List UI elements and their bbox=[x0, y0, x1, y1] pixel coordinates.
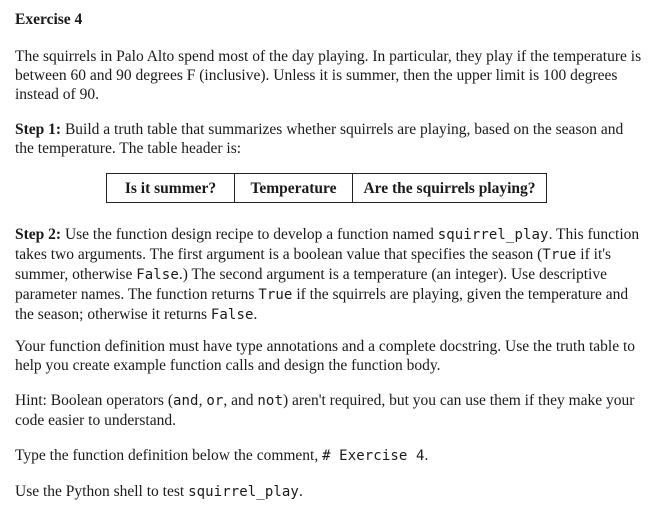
shell-text-2: . bbox=[298, 483, 303, 500]
hint-text-2: ) aren't required, but you can use them if they make your code easier to understand. bbox=[15, 392, 635, 429]
exercise-comment-code: # Exercise 4 bbox=[322, 448, 425, 464]
true-keyword: True bbox=[258, 287, 293, 303]
intro-paragraph: The squirrels in Palo Alto spend most of the day playing. In particular, they play if the temperature is between 60 and 90 degrees F (inclusive). Unless it is summer, then the upper limit is 100 degrees instead of 90. bbox=[15, 48, 642, 103]
shell-text-1: Use the Python shell to test bbox=[15, 483, 189, 500]
type-def-text-2: . bbox=[424, 447, 429, 464]
type-definition-paragraph bbox=[15, 446, 645, 466]
truth-table-header bbox=[106, 173, 547, 203]
false-keyword: False bbox=[136, 267, 179, 283]
and-operator: and bbox=[172, 393, 199, 409]
true-keyword: True bbox=[542, 247, 577, 263]
step2-text-4: .) The second argument is a temperature (an integer). Use descriptive parameter names. The function returns bbox=[15, 266, 607, 303]
step1-text: Build a truth table that summarizes whether squirrels are playing, based on the season and the temperature. The table header is: bbox=[15, 121, 624, 157]
hint-paragraph bbox=[15, 391, 645, 430]
step2-text-6: . bbox=[253, 306, 258, 323]
definition-paragraph: Your function definition must have type annotations and a complete docstring. Use the truth table to help you create example function calls and design the function body. bbox=[15, 338, 636, 374]
step2-text-3: if it's summer, otherwise bbox=[15, 246, 612, 283]
shell-paragraph bbox=[15, 482, 645, 502]
type-def-text-1: Type the function definition below the comment, bbox=[15, 447, 323, 464]
step1-label: Step 1: bbox=[15, 121, 62, 138]
function-name-code: squirrel_play bbox=[188, 484, 299, 500]
exercise-heading: Exercise 4 bbox=[15, 11, 83, 28]
function-name-code: squirrel_play bbox=[437, 227, 549, 243]
not-operator: not bbox=[257, 393, 283, 409]
step2-text-5: if the squirrels are playing, given the temperature and the season; otherwise it returns bbox=[15, 286, 629, 323]
false-keyword: False bbox=[210, 307, 254, 323]
step2-paragraph bbox=[15, 225, 645, 325]
header-is-it-summer: Is it summer? bbox=[107, 174, 235, 203]
step2-text-1: Use the function design recipe to develop a function named bbox=[61, 226, 438, 243]
or-operator: or bbox=[206, 393, 224, 409]
step1-paragraph bbox=[15, 120, 645, 158]
hint-text-1: Hint: Boolean operators ( bbox=[15, 392, 173, 409]
table-header-row bbox=[107, 174, 547, 203]
hint-separator: , bbox=[198, 392, 207, 409]
step2-text-2: . This function takes two arguments. The first argument is a boolean value that specifies the season ( bbox=[15, 226, 640, 263]
header-squirrels-playing: Are the squirrels playing? bbox=[353, 174, 547, 203]
header-temperature: Temperature bbox=[235, 174, 353, 203]
hint-separator: , and bbox=[223, 392, 258, 409]
step2-label: Step 2: bbox=[15, 226, 62, 243]
